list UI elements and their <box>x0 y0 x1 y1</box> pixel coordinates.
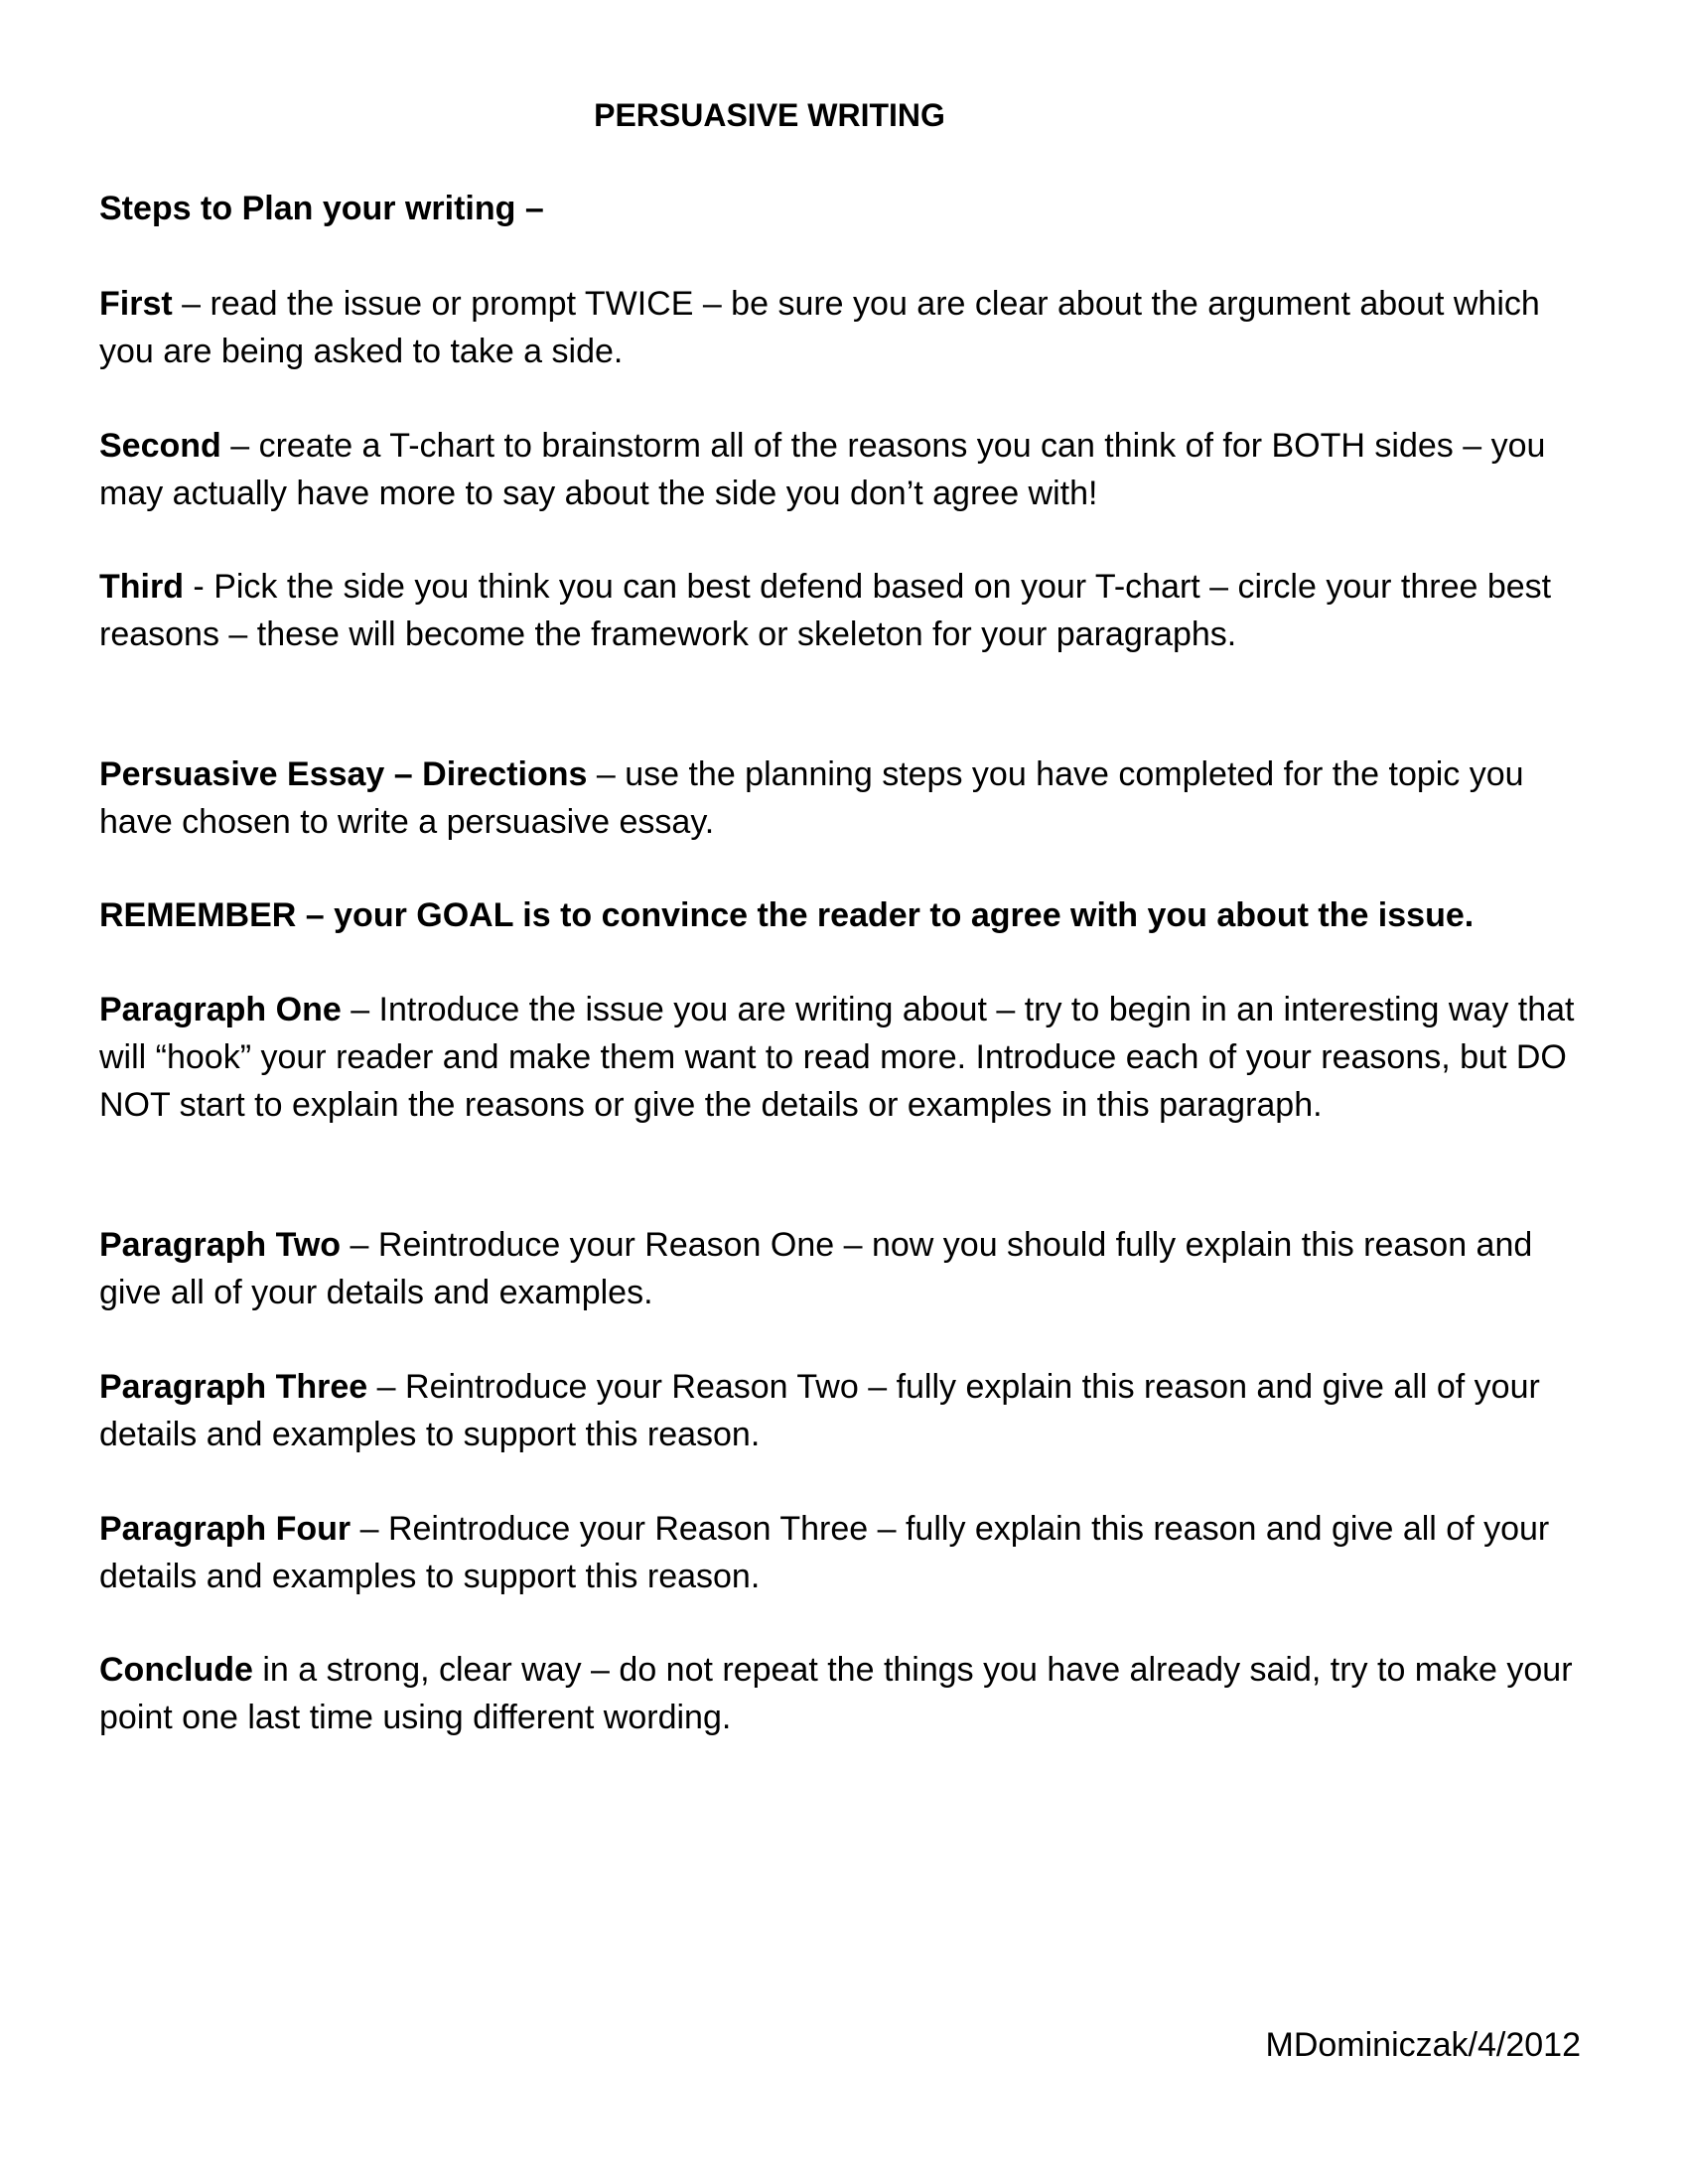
step-third-lead: Third <box>99 568 184 606</box>
step-first-text: – read the issue or prompt TWICE – be sure you are clear about the argument about which you are being asked to take a side. <box>99 285 1540 370</box>
step-second <box>99 422 1599 517</box>
conclusion <box>99 1646 1599 1741</box>
planning-heading: Steps to Plan your writing – <box>99 190 544 227</box>
author-date-footer: MDominiczak/4/2012 <box>1265 2026 1581 2064</box>
step-second-lead: Second <box>99 427 221 465</box>
essay-directions <box>99 751 1599 846</box>
paragraph-one-text: – Introduce the issue you are writing about – try to begin in an interesting way that will “hook” your reader and make them want to read more. Introduce each of your reasons, but DO NOT start to explain the reasons or give the details or examples in this paragraph. <box>99 991 1575 1124</box>
conclusion-text: in a strong, clear way – do not repeat the things you have already said, try to make your point one last time using different wording. <box>99 1651 1573 1736</box>
paragraph-four-text: – Reintroduce your Reason Three – fully explain this reason and give all of your details and examples to support this reason. <box>99 1510 1550 1595</box>
paragraph-three-text: – Reintroduce your Reason Two – fully explain this reason and give all of your details and examples to support this reason. <box>99 1368 1540 1453</box>
paragraph-three-lead: Paragraph Three <box>99 1368 368 1406</box>
remember-note: REMEMBER – your GOAL is to convince the reader to agree with you about the issue. <box>99 896 1475 934</box>
paragraph-three <box>99 1363 1599 1458</box>
paragraph-two-lead: Paragraph Two <box>99 1226 342 1264</box>
paragraph-two-text: – Reintroduce your Reason One – now you should fully explain this reason and give all of your details and examples. <box>99 1226 1533 1311</box>
document-title: PERSUASIVE WRITING <box>594 97 945 133</box>
paragraph-one-lead: Paragraph One <box>99 991 342 1028</box>
step-second-text: – create a T-chart to brainstorm all of the reasons you can think of for BOTH sides – you may actually have more to say about the side you don’t agree with! <box>99 427 1546 512</box>
paragraph-four-lead: Paragraph Four <box>99 1510 352 1548</box>
step-third-text: - Pick the side you think you can best defend based on your T-chart – circle your three best reasons – these will become the framework or skeleton for your paragraphs. <box>99 568 1552 653</box>
paragraph-two <box>99 1221 1599 1316</box>
paragraph-four <box>99 1505 1599 1600</box>
step-first-lead: First <box>99 285 173 323</box>
step-third <box>99 563 1599 658</box>
step-first <box>99 280 1599 375</box>
essay-directions-lead: Persuasive Essay – Directions <box>99 755 588 793</box>
essay-directions-text: – use the planning steps you have completed for the topic you have chosen to write a persuasive essay. <box>99 755 1524 841</box>
paragraph-one <box>99 986 1599 1129</box>
conclusion-lead: Conclude <box>99 1651 253 1689</box>
